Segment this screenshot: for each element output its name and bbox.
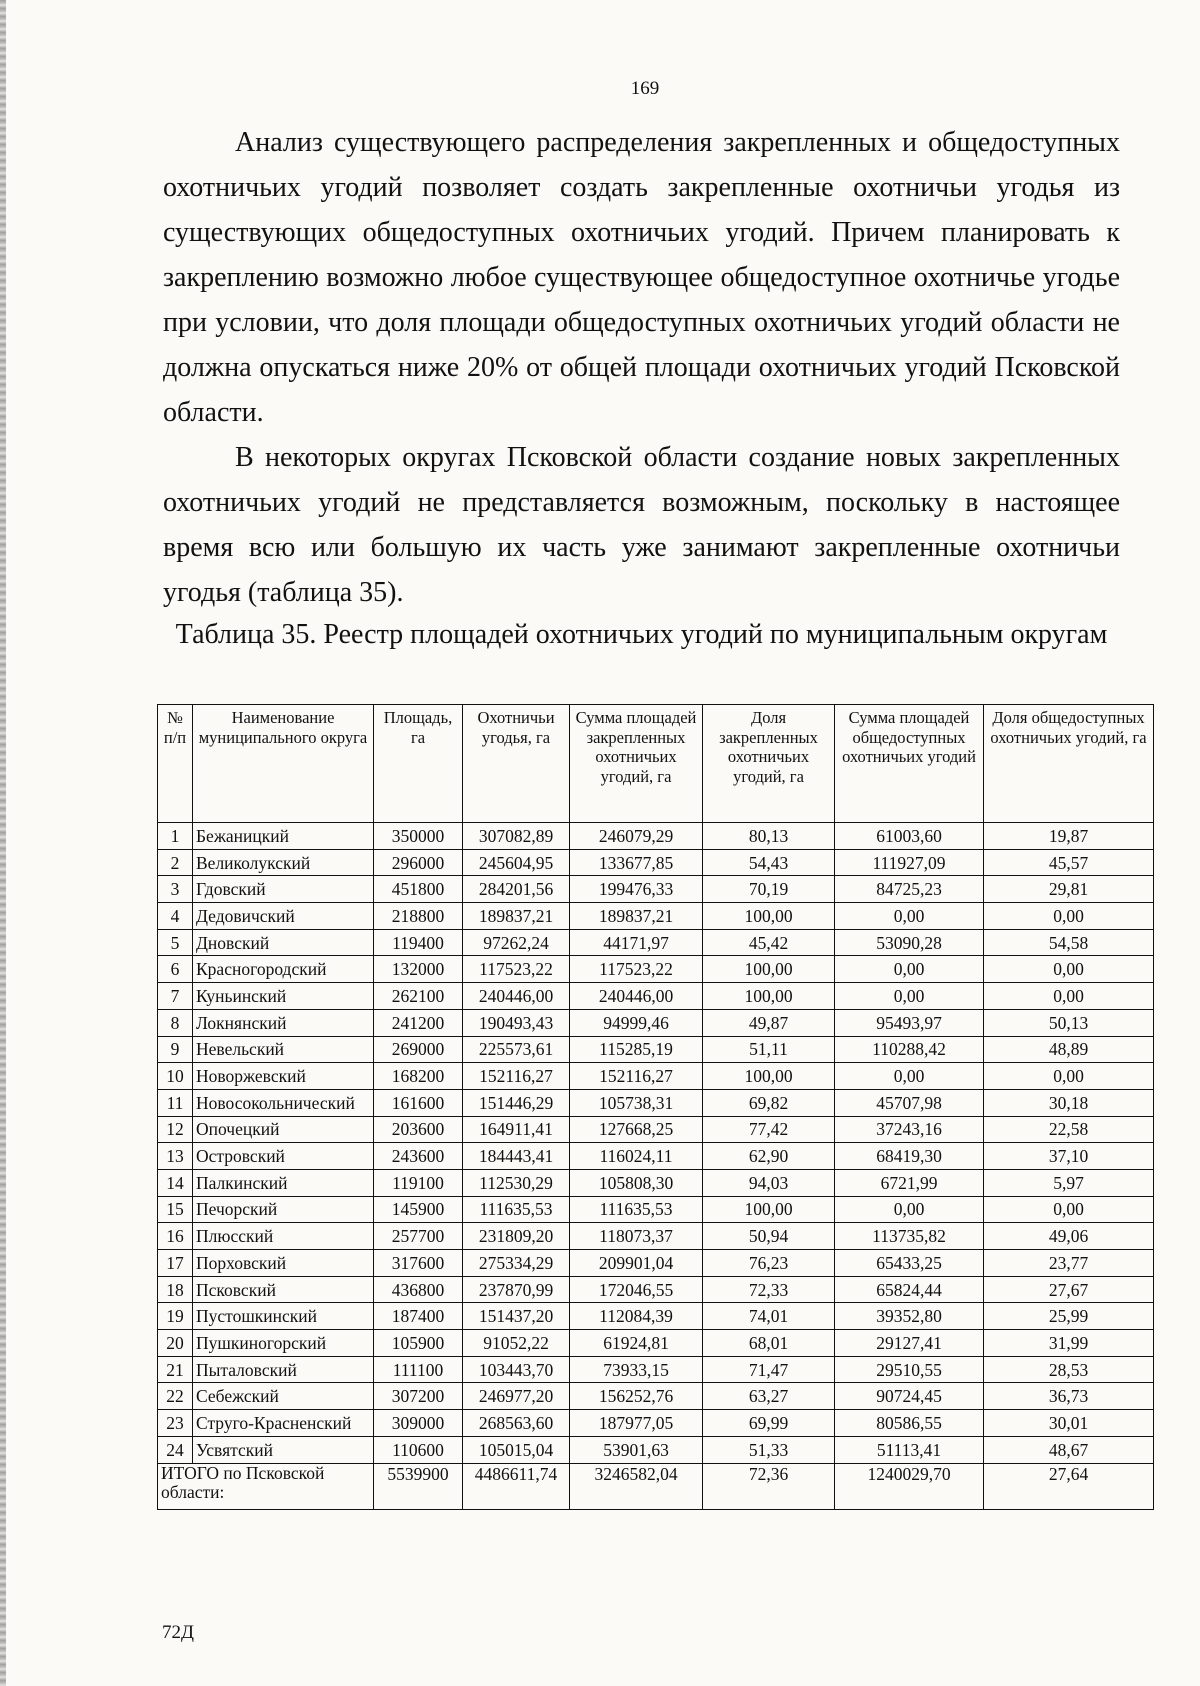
cell-hunting-grounds: 151437,20 bbox=[463, 1303, 570, 1330]
cell-district-name: Куньинский bbox=[193, 983, 374, 1010]
cell-public-share: 48,89 bbox=[984, 1036, 1154, 1063]
cell-hunting-grounds: 231809,20 bbox=[463, 1223, 570, 1250]
hunting-grounds-table bbox=[157, 704, 1154, 1510]
cell-district-name: Порховский bbox=[193, 1250, 374, 1277]
cell-number: 14 bbox=[158, 1169, 193, 1196]
cell-number: 12 bbox=[158, 1116, 193, 1143]
cell-public-share: 30,18 bbox=[984, 1089, 1154, 1116]
cell-fixed-sum: 172046,55 bbox=[570, 1276, 703, 1303]
header-public-share: Доля общедоступных охотничьих угодий, га bbox=[984, 705, 1154, 823]
header-fixed-share: Доля закрепленных охотничьих угодий, га bbox=[703, 705, 835, 823]
cell-district-name: Великолукский bbox=[193, 849, 374, 876]
cell-number: 18 bbox=[158, 1276, 193, 1303]
cell-district-name: Усвятский bbox=[193, 1436, 374, 1463]
cell-fixed-share: 94,03 bbox=[703, 1169, 835, 1196]
cell-fixed-share: 70,19 bbox=[703, 876, 835, 903]
table-row bbox=[158, 929, 1154, 956]
cell-area: 262100 bbox=[374, 983, 463, 1010]
cell-public-sum: 39352,80 bbox=[835, 1303, 984, 1330]
cell-public-share: 0,00 bbox=[984, 956, 1154, 983]
cell-public-share: 0,00 bbox=[984, 983, 1154, 1010]
cell-fixed-sum: 112084,39 bbox=[570, 1303, 703, 1330]
table-row bbox=[158, 1036, 1154, 1063]
cell-public-share: 48,67 bbox=[984, 1436, 1154, 1463]
table-row bbox=[158, 1143, 1154, 1170]
cell-number: 10 bbox=[158, 1063, 193, 1090]
cell-district-name: Плюсский bbox=[193, 1223, 374, 1250]
cell-number: 11 bbox=[158, 1089, 193, 1116]
cell-public-sum: 68419,30 bbox=[835, 1143, 984, 1170]
total-area: 5539900 bbox=[374, 1463, 463, 1509]
cell-hunting-grounds: 189837,21 bbox=[463, 903, 570, 930]
cell-area: 296000 bbox=[374, 849, 463, 876]
cell-fixed-sum: 44171,97 bbox=[570, 929, 703, 956]
cell-district-name: Локнянский bbox=[193, 1009, 374, 1036]
table-row bbox=[158, 1276, 1154, 1303]
page-number: 169 bbox=[630, 78, 660, 99]
cell-public-sum: 0,00 bbox=[835, 956, 984, 983]
cell-public-sum: 45707,98 bbox=[835, 1089, 984, 1116]
cell-district-name: Дедовичский bbox=[193, 903, 374, 930]
cell-district-name: Новоржевский bbox=[193, 1063, 374, 1090]
cell-area: 307200 bbox=[374, 1383, 463, 1410]
table-header-row bbox=[158, 705, 1154, 823]
header-area: Площадь, га bbox=[374, 705, 463, 823]
cell-hunting-grounds: 111635,53 bbox=[463, 1196, 570, 1223]
cell-fixed-sum: 73933,15 bbox=[570, 1356, 703, 1383]
cell-public-share: 23,77 bbox=[984, 1250, 1154, 1277]
cell-fixed-share: 74,01 bbox=[703, 1303, 835, 1330]
cell-public-share: 45,57 bbox=[984, 849, 1154, 876]
table-row bbox=[158, 1196, 1154, 1223]
cell-number: 3 bbox=[158, 876, 193, 903]
cell-area: 257700 bbox=[374, 1223, 463, 1250]
cell-hunting-grounds: 237870,99 bbox=[463, 1276, 570, 1303]
cell-area: 241200 bbox=[374, 1009, 463, 1036]
cell-area: 132000 bbox=[374, 956, 463, 983]
cell-fixed-sum: 152116,27 bbox=[570, 1063, 703, 1090]
table-row bbox=[158, 903, 1154, 930]
table-row bbox=[158, 1250, 1154, 1277]
cell-number: 7 bbox=[158, 983, 193, 1010]
cell-public-sum: 113735,82 bbox=[835, 1223, 984, 1250]
cell-hunting-grounds: 190493,43 bbox=[463, 1009, 570, 1036]
cell-fixed-sum: 94999,46 bbox=[570, 1009, 703, 1036]
cell-number: 8 bbox=[158, 1009, 193, 1036]
cell-fixed-sum: 199476,33 bbox=[570, 876, 703, 903]
cell-public-share: 5,97 bbox=[984, 1169, 1154, 1196]
cell-fixed-share: 100,00 bbox=[703, 1196, 835, 1223]
cell-number: 5 bbox=[158, 929, 193, 956]
paragraph-1: Анализ существующего распределения закрепленных и общедоступных охотничьих угодий позволяет создать закрепленные охотничьи угодья из существующих общедоступных охотничьих угодий. Причем планировать к закреплению возможно любое существующее общедоступное охотничье угодье при условии, что доля площади общедоступных охотничьих угодий области не должна опускаться ниже 20% от общей площади охотничьих угодий Псковской области. bbox=[163, 127, 1120, 428]
cell-fixed-sum: 240446,00 bbox=[570, 983, 703, 1010]
total-label: ИТОГО по Псковской области: bbox=[158, 1463, 374, 1509]
cell-number: 9 bbox=[158, 1036, 193, 1063]
table-row bbox=[158, 1330, 1154, 1357]
cell-area: 105900 bbox=[374, 1330, 463, 1357]
cell-public-sum: 65433,25 bbox=[835, 1250, 984, 1277]
cell-fixed-sum: 53901,63 bbox=[570, 1436, 703, 1463]
cell-hunting-grounds: 112530,29 bbox=[463, 1169, 570, 1196]
total-fixed-share: 72,36 bbox=[703, 1463, 835, 1509]
cell-district-name: Невельский bbox=[193, 1036, 374, 1063]
cell-public-sum: 61003,60 bbox=[835, 823, 984, 850]
cell-fixed-sum: 127668,25 bbox=[570, 1116, 703, 1143]
cell-district-name: Пыталовский bbox=[193, 1356, 374, 1383]
table-row bbox=[158, 1169, 1154, 1196]
cell-fixed-share: 63,27 bbox=[703, 1383, 835, 1410]
cell-district-name: Гдовский bbox=[193, 876, 374, 903]
cell-area: 243600 bbox=[374, 1143, 463, 1170]
cell-hunting-grounds: 164911,41 bbox=[463, 1116, 570, 1143]
cell-public-sum: 51113,41 bbox=[835, 1436, 984, 1463]
cell-fixed-sum: 133677,85 bbox=[570, 849, 703, 876]
cell-public-sum: 90724,45 bbox=[835, 1383, 984, 1410]
table-row bbox=[158, 849, 1154, 876]
cell-public-sum: 84725,23 bbox=[835, 876, 984, 903]
table-row bbox=[158, 1410, 1154, 1437]
cell-fixed-share: 69,99 bbox=[703, 1410, 835, 1437]
cell-area: 110600 bbox=[374, 1436, 463, 1463]
cell-number: 17 bbox=[158, 1250, 193, 1277]
cell-area: 203600 bbox=[374, 1116, 463, 1143]
cell-number: 20 bbox=[158, 1330, 193, 1357]
cell-fixed-share: 45,42 bbox=[703, 929, 835, 956]
table-row bbox=[158, 1356, 1154, 1383]
table-body bbox=[158, 823, 1154, 1464]
cell-public-sum: 111927,09 bbox=[835, 849, 984, 876]
cell-public-share: 19,87 bbox=[984, 823, 1154, 850]
cell-fixed-sum: 246079,29 bbox=[570, 823, 703, 850]
cell-hunting-grounds: 91052,22 bbox=[463, 1330, 570, 1357]
cell-district-name: Пустошкинский bbox=[193, 1303, 374, 1330]
cell-fixed-share: 77,42 bbox=[703, 1116, 835, 1143]
cell-fixed-sum: 189837,21 bbox=[570, 903, 703, 930]
cell-fixed-share: 100,00 bbox=[703, 1063, 835, 1090]
total-fixed-sum: 3246582,04 bbox=[570, 1463, 703, 1509]
cell-public-sum: 110288,42 bbox=[835, 1036, 984, 1063]
cell-number: 24 bbox=[158, 1436, 193, 1463]
cell-public-sum: 29127,41 bbox=[835, 1330, 984, 1357]
cell-public-share: 36,73 bbox=[984, 1383, 1154, 1410]
cell-fixed-share: 51,11 bbox=[703, 1036, 835, 1063]
cell-district-name: Островский bbox=[193, 1143, 374, 1170]
cell-fixed-sum: 118073,37 bbox=[570, 1223, 703, 1250]
cell-hunting-grounds: 97262,24 bbox=[463, 929, 570, 956]
cell-area: 436800 bbox=[374, 1276, 463, 1303]
cell-area: 168200 bbox=[374, 1063, 463, 1090]
total-hunting-grounds: 4486611,74 bbox=[463, 1463, 570, 1509]
cell-number: 23 bbox=[158, 1410, 193, 1437]
cell-area: 309000 bbox=[374, 1410, 463, 1437]
cell-hunting-grounds: 240446,00 bbox=[463, 983, 570, 1010]
cell-public-share: 37,10 bbox=[984, 1143, 1154, 1170]
cell-district-name: Себежский bbox=[193, 1383, 374, 1410]
cell-public-share: 31,99 bbox=[984, 1330, 1154, 1357]
cell-fixed-sum: 105808,30 bbox=[570, 1169, 703, 1196]
cell-public-sum: 65824,44 bbox=[835, 1276, 984, 1303]
cell-area: 145900 bbox=[374, 1196, 463, 1223]
cell-public-sum: 29510,55 bbox=[835, 1356, 984, 1383]
cell-hunting-grounds: 284201,56 bbox=[463, 876, 570, 903]
cell-fixed-share: 100,00 bbox=[703, 983, 835, 1010]
cell-fixed-sum: 61924,81 bbox=[570, 1330, 703, 1357]
table-row bbox=[158, 1303, 1154, 1330]
cell-fixed-share: 50,94 bbox=[703, 1223, 835, 1250]
header-number: № п/п bbox=[158, 705, 193, 823]
cell-fixed-share: 69,82 bbox=[703, 1089, 835, 1116]
cell-number: 2 bbox=[158, 849, 193, 876]
total-public-share: 27,64 bbox=[984, 1463, 1154, 1509]
cell-district-name: Новосокольнический bbox=[193, 1089, 374, 1116]
cell-public-share: 0,00 bbox=[984, 1063, 1154, 1090]
header-hunting-grounds: Охотничьи угодья, га bbox=[463, 705, 570, 823]
cell-district-name: Палкинский bbox=[193, 1169, 374, 1196]
cell-fixed-share: 100,00 bbox=[703, 956, 835, 983]
header-district-name: Наименование муниципального округа bbox=[193, 705, 374, 823]
table-row bbox=[158, 1436, 1154, 1463]
cell-area: 111100 bbox=[374, 1356, 463, 1383]
cell-number: 13 bbox=[158, 1143, 193, 1170]
cell-number: 1 bbox=[158, 823, 193, 850]
cell-public-share: 30,01 bbox=[984, 1410, 1154, 1437]
cell-public-sum: 37243,16 bbox=[835, 1116, 984, 1143]
cell-hunting-grounds: 103443,70 bbox=[463, 1356, 570, 1383]
cell-public-share: 54,58 bbox=[984, 929, 1154, 956]
cell-public-sum: 0,00 bbox=[835, 983, 984, 1010]
cell-public-share: 27,67 bbox=[984, 1276, 1154, 1303]
cell-public-share: 25,99 bbox=[984, 1303, 1154, 1330]
cell-area: 119400 bbox=[374, 929, 463, 956]
cell-area: 218800 bbox=[374, 903, 463, 930]
cell-area: 161600 bbox=[374, 1089, 463, 1116]
cell-fixed-sum: 156252,76 bbox=[570, 1383, 703, 1410]
cell-public-sum: 0,00 bbox=[835, 903, 984, 930]
cell-fixed-share: 71,47 bbox=[703, 1356, 835, 1383]
cell-public-share: 0,00 bbox=[984, 1196, 1154, 1223]
table-row bbox=[158, 823, 1154, 850]
cell-hunting-grounds: 275334,29 bbox=[463, 1250, 570, 1277]
cell-number: 4 bbox=[158, 903, 193, 930]
cell-public-sum: 95493,97 bbox=[835, 1009, 984, 1036]
cell-number: 21 bbox=[158, 1356, 193, 1383]
cell-area: 451800 bbox=[374, 876, 463, 903]
cell-hunting-grounds: 184443,41 bbox=[463, 1143, 570, 1170]
cell-public-share: 29,81 bbox=[984, 876, 1154, 903]
cell-number: 22 bbox=[158, 1383, 193, 1410]
cell-public-sum: 0,00 bbox=[835, 1196, 984, 1223]
cell-district-name: Печорский bbox=[193, 1196, 374, 1223]
cell-area: 350000 bbox=[374, 823, 463, 850]
table-row bbox=[158, 1223, 1154, 1250]
table-row bbox=[158, 1116, 1154, 1143]
table-row bbox=[158, 876, 1154, 903]
cell-hunting-grounds: 151446,29 bbox=[463, 1089, 570, 1116]
table-row bbox=[158, 1089, 1154, 1116]
cell-public-sum: 0,00 bbox=[835, 1063, 984, 1090]
cell-area: 269000 bbox=[374, 1036, 463, 1063]
cell-fixed-share: 68,01 bbox=[703, 1330, 835, 1357]
cell-fixed-sum: 111635,53 bbox=[570, 1196, 703, 1223]
table-row bbox=[158, 1063, 1154, 1090]
cell-fixed-share: 76,23 bbox=[703, 1250, 835, 1277]
cell-number: 16 bbox=[158, 1223, 193, 1250]
cell-number: 15 bbox=[158, 1196, 193, 1223]
cell-area: 317600 bbox=[374, 1250, 463, 1277]
cell-hunting-grounds: 268563,60 bbox=[463, 1410, 570, 1437]
cell-hunting-grounds: 152116,27 bbox=[463, 1063, 570, 1090]
cell-hunting-grounds: 307082,89 bbox=[463, 823, 570, 850]
cell-fixed-share: 51,33 bbox=[703, 1436, 835, 1463]
cell-public-share: 22,58 bbox=[984, 1116, 1154, 1143]
cell-fixed-share: 62,90 bbox=[703, 1143, 835, 1170]
cell-hunting-grounds: 117523,22 bbox=[463, 956, 570, 983]
cell-public-sum: 6721,99 bbox=[835, 1169, 984, 1196]
cell-district-name: Пушкиногорский bbox=[193, 1330, 374, 1357]
cell-fixed-share: 80,13 bbox=[703, 823, 835, 850]
scan-edge bbox=[0, 0, 6, 1686]
table-row bbox=[158, 1383, 1154, 1410]
table-caption: Таблица 35. Реестр площадей охотничьих угодий по муниципальным округам bbox=[175, 619, 1108, 650]
table-row bbox=[158, 956, 1154, 983]
cell-fixed-sum: 105738,31 bbox=[570, 1089, 703, 1116]
cell-public-sum: 53090,28 bbox=[835, 929, 984, 956]
cell-fixed-share: 72,33 bbox=[703, 1276, 835, 1303]
cell-district-name: Псковский bbox=[193, 1276, 374, 1303]
cell-district-name: Струго-Красненский bbox=[193, 1410, 374, 1437]
table-row bbox=[158, 1009, 1154, 1036]
header-public-sum: Сумма площадей общедоступных охотничьих угодий bbox=[835, 705, 984, 823]
cell-hunting-grounds: 105015,04 bbox=[463, 1436, 570, 1463]
cell-hunting-grounds: 246977,20 bbox=[463, 1383, 570, 1410]
cell-public-share: 49,06 bbox=[984, 1223, 1154, 1250]
cell-fixed-sum: 117523,22 bbox=[570, 956, 703, 983]
cell-fixed-share: 54,43 bbox=[703, 849, 835, 876]
cell-district-name: Красногородский bbox=[193, 956, 374, 983]
cell-fixed-share: 100,00 bbox=[703, 903, 835, 930]
paragraph-2: В некоторых округах Псковской области создание новых закрепленных охотничьих угодий не представляется возможным, поскольку в настоящее время всю или большую их часть уже занимают закрепленные охотничьи угодья (таблица 35). bbox=[163, 442, 1120, 608]
cell-hunting-grounds: 245604,95 bbox=[463, 849, 570, 876]
cell-hunting-grounds: 225573,61 bbox=[463, 1036, 570, 1063]
cell-public-sum: 80586,55 bbox=[835, 1410, 984, 1437]
table-total-row bbox=[158, 1463, 1154, 1509]
total-public-sum: 1240029,70 bbox=[835, 1463, 984, 1509]
body-text bbox=[163, 120, 1120, 615]
cell-area: 119100 bbox=[374, 1169, 463, 1196]
table-row bbox=[158, 983, 1154, 1010]
footer-mark: 72Д bbox=[162, 1622, 194, 1643]
cell-district-name: Опочецкий bbox=[193, 1116, 374, 1143]
cell-fixed-sum: 115285,19 bbox=[570, 1036, 703, 1063]
cell-district-name: Дновский bbox=[193, 929, 374, 956]
cell-public-share: 50,13 bbox=[984, 1009, 1154, 1036]
cell-fixed-share: 49,87 bbox=[703, 1009, 835, 1036]
cell-public-share: 0,00 bbox=[984, 903, 1154, 930]
cell-number: 6 bbox=[158, 956, 193, 983]
cell-fixed-sum: 209901,04 bbox=[570, 1250, 703, 1277]
cell-area: 187400 bbox=[374, 1303, 463, 1330]
header-fixed-sum: Сумма площадей закрепленных охотничьих угодий, га bbox=[570, 705, 703, 823]
cell-public-share: 28,53 bbox=[984, 1356, 1154, 1383]
cell-number: 19 bbox=[158, 1303, 193, 1330]
cell-fixed-sum: 116024,11 bbox=[570, 1143, 703, 1170]
cell-fixed-sum: 187977,05 bbox=[570, 1410, 703, 1437]
cell-district-name: Бежаницкий bbox=[193, 823, 374, 850]
